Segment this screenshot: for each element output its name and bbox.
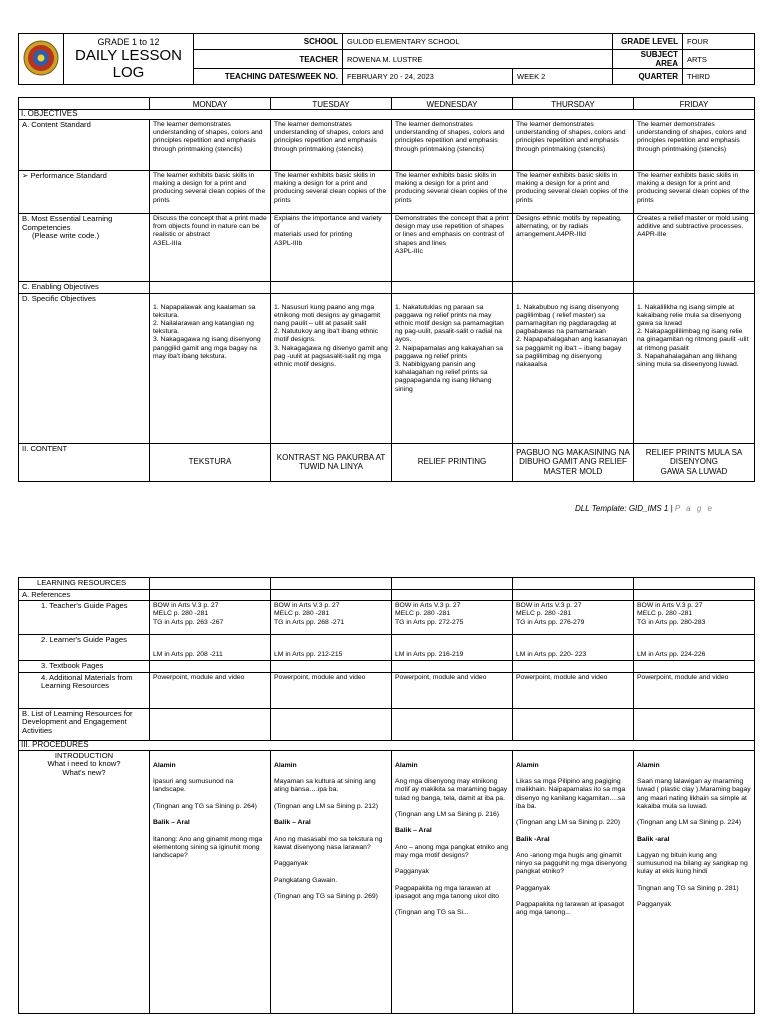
objectives-heading: I. OBJECTIVES <box>19 110 755 120</box>
school-label: SCHOOL <box>194 34 343 50</box>
intro-text: Ano – anong mga pangkat etniko ang may mga motif designs? Pagganyak Pagpapakita ng mga larawan at ipasagot ang mga tanong ukol dito (Tingnan ang TG sa Si... <box>395 843 508 917</box>
lg-cell: LM in Arts pp. 212-215 <box>271 635 392 661</box>
page-footer <box>575 504 714 513</box>
intro-text: Itanong: Ano ang ginamit mong mga elementong sining sa iginuhit mong landscape? <box>153 835 263 860</box>
dates-value: FEBRUARY 20 - 24, 2023 <box>343 69 513 85</box>
specific-cell: 1. Nakalilikha ng isang simple at kakaibang relie mula sa disenyong gawa sa luwad 2. Nakapagpililimbag ng isang relie na ginagamitan ng ritmong paulit -ulit at ritmong pasalit 3. Napahahalagahan ang likhang sining mula sa diseenyong luwad. <box>634 293 755 443</box>
intro-text: Ano ng masasabi mo sa tekstura ng kawat disenyong nasa larawan? Pagganyak Pangkatang Gawain. (Tingnan ang TG sa Sining p. 269) <box>274 835 383 901</box>
procedures-heading: III. PROCEDURES <box>19 740 755 750</box>
day-header: FRIDAY <box>634 98 755 110</box>
tg-cell: BOW in Arts V.3 p. 27 MELC p. 280 -281 TG in Arts pp. 263 -267 <box>150 601 271 635</box>
specific-cell: 1. Nasusuri kung paano ang mga etnikong moti designs ay ginagamit nang paulit – ulit at pasalit salit 2. Natutukoy ang iba't ibang ethnic motif designs. 3. Nakagagawa ng disenyo gamit ang pag -uulit at pagsasalit-salit ng mga ethnic motif designs. <box>271 293 392 443</box>
lg-cell: LM in Arts pp. 220- 223 <box>513 635 634 661</box>
lg-cell: LM in Arts pp. 208 -211 <box>150 635 271 661</box>
melc-label: B. Most Essential Learning Competencies <box>22 214 113 232</box>
day-header: WEDNESDAY <box>392 98 513 110</box>
objectives-table <box>18 97 755 482</box>
intro-text: Mayaman sa kultura at sining ang ating bansa….ipa ba. (Tingnan ang LM sa Sining p. 212) <box>274 778 379 810</box>
enabling-label: C. Enabling Objectives <box>19 282 150 294</box>
lg-cell: LM in Arts pp. 224-226 <box>634 635 755 661</box>
logo-cell <box>19 34 64 85</box>
day-header: TUESDAY <box>271 98 392 110</box>
day-header: THURSDAY <box>513 98 634 110</box>
day-header: MONDAY <box>150 98 271 110</box>
melc-cell: Discuss the concept that a print made from objects found in nature can be realistic or abstract A3EL-IIIa <box>150 214 271 282</box>
week-value: WEEK 2 <box>513 69 613 85</box>
subject-label: SUBJECT AREA <box>613 50 683 69</box>
tg-label: 1. Teacher's Guide Pages <box>19 601 150 635</box>
performance-standard-cell: The learner exhibits basic skills in making a design for a print and producing several clean copies of the prints <box>150 171 271 214</box>
specific-cell: 1. Nakabubuo ng isang disenyong paglilimbag ( relief master) sa pamamagitan ng pagdaragdag at pagbabawas na pamamaraan 2. Napapahalagahan ang kasanayan sa paggamit ng iba't – ibang bagay sa paglilimbag ng disenyong nakaaalsa <box>513 293 634 443</box>
melc-cell: Creates a relief master or mold using additive and subtractive processes. A4PR-IIIe <box>634 214 755 282</box>
specific-cell: 1. Nakatutuklas ng paraan sa paggawa ng relief prints na may ethnic motif design sa pamamagitan ng pag-uulit, pasalit-salit o radial na ayos. 2. Naipapamalas ang kakayahan sa paggawa ng relief prints 3. Nabibigyang pansin ang kahalagahan ng relief prints sa pagpapaganda ng isang likhang sining <box>392 293 513 443</box>
melc-cell: Demonstrates the concept that a print design may use repetition of shapes or lines and emphasis on contrast of shapes and lines A3PL-IIIc <box>392 214 513 282</box>
intro-text: Saan mang lalawigan ay maraming luwad ( plastic clay ).Maraming bagay ang maari nating likhain sa simple at kakaiba mula sa luwad. (Tingnan ang LM sa Sining p. 224) <box>637 778 751 827</box>
grade-level-label: GRADE LEVEL <box>613 34 683 50</box>
melc-cell: Designs ethnic motifs by repeating, alternating, or by radials arrangement.A4PR-IIId <box>513 214 634 282</box>
additional-cell: Powerpoint, module and video <box>634 672 755 708</box>
quarter-value: THIRD <box>683 69 755 85</box>
specific-cell: 1. Napapalawak ang kaalaman sa tekstura. 2. Nailalarawan ang katangian ng tekstura. 3. Nakagagawa ng isang disenyong panggilid gamit ang mga bagay na may iba't ibang tekstura. <box>150 293 271 443</box>
resources-label: LEARNING RESOURCES <box>19 578 150 590</box>
quarter-label: QUARTER <box>613 69 683 85</box>
content-title: TEKSTURA <box>150 443 271 481</box>
title-line2: LOG <box>112 64 145 81</box>
additional-cell: Powerpoint, module and video <box>150 672 271 708</box>
subject-value: ARTS <box>683 50 755 69</box>
content-label: II. CONTENT <box>19 443 150 481</box>
intro-label-cell <box>19 750 150 1013</box>
intro-text: Ang mga disenyong may etnikong motif ay makikita sa maraming bagay tulad ng banga, tela, damit at iba pa. (Tingnan ang LM sa Sining p. 216) <box>395 778 508 818</box>
intro-text: Likas sa mga Pilipino ang pagiging malikhain. Naipapamalas ito sa mga disenyo ng kanilang kagamitan….sa iba ba. (Tingnan ang LM sa Sining p. 220) <box>516 778 626 827</box>
intro-heading: Alamin <box>153 761 176 769</box>
content-standard-label: A. Content Standard <box>19 120 150 171</box>
intro-heading: Balik -Aral <box>516 835 550 843</box>
intro-heading: Alamin <box>274 761 297 769</box>
teacher-value: ROWENA M. LUSTRE <box>343 50 613 69</box>
title-line1: DAILY LESSON <box>75 47 182 64</box>
intro-cell <box>271 750 392 1013</box>
content-standard-cell: The learner demonstrates understanding of shapes, colors and principles repetition and emphasis through printmaking (stencils) <box>513 120 634 171</box>
performance-standard-cell: The learner exhibits basic skills in making a design for a print and producing several clean copies of the prints <box>634 171 755 214</box>
intro-text: Lagyan ng bituin kung ang sumusunod na bilang ay sangkap ng kulay at ekis kung hindi Tingnan ang TG sa Sining p. 281) Pagganyak <box>637 852 748 909</box>
specific-label: D. Specific Objectives <box>19 293 150 443</box>
intro-heading: Alamin <box>516 761 539 769</box>
intro-text: Ano -anong mga hugis ang ginamit ninyo sa pagguhit ng mga disenyong pangkat etniko? Pagganyak Pagpapakita ng larawan at ipasagot ang mga tanong... <box>516 852 627 917</box>
additional-cell: Powerpoint, module and video <box>392 672 513 708</box>
content-standard-cell: The learner demonstrates understanding of shapes, colors and principles repetition and emphasis through printmaking (stencils) <box>150 120 271 171</box>
additional-cell: Powerpoint, module and video <box>271 672 392 708</box>
intro-heading: Alamin <box>637 761 660 769</box>
title-block <box>64 34 194 85</box>
intro-sub: What i need to know? What's new? <box>47 759 121 777</box>
grade-level-value: FOUR <box>683 34 755 50</box>
intro-cell <box>634 750 755 1013</box>
footer-text: DLL Template: GID_IMS 1 | <box>575 504 673 513</box>
footer-page: P a g e <box>674 504 714 513</box>
content-standard-cell: The learner demonstrates understanding of shapes, colors and principles repetition and emphasis through printmaking (stencils) <box>392 120 513 171</box>
deped-seal-icon <box>22 39 60 77</box>
content-standard-cell: The learner demonstrates understanding of shapes, colors and principles repetition and emphasis through printmaking (stencils) <box>634 120 755 171</box>
content-title: PAGBUO NG MAKASINING NA DIBUHO GAMIT ANG RELIEF MASTER MOLD <box>513 443 634 481</box>
melc-note: (Please write code.) <box>32 231 100 241</box>
performance-standard-cell: The learner exhibits basic skills in making a design for a print and producing several clean copies of the prints <box>271 171 392 214</box>
intro-cell <box>150 750 271 1013</box>
intro-cell <box>513 750 634 1013</box>
additional-label: 4. Additional Materials from Learning Resources <box>19 672 150 708</box>
content-title: RELIEF PRINTS MULA SA DISENYONG GAWA SA LUWAD <box>634 443 755 481</box>
intro-text: Ipasuri ang sumusunod na landscape. (Tingnan ang TG sa Sining p. 264) <box>153 778 257 810</box>
list-resources-label: B. List of Learning Resources for Development and Engagement Activities <box>19 708 150 740</box>
intro-heading: Balik – Aral <box>395 827 432 835</box>
content-title: KONTRAST NG PAKURBA AT TUWID NA LINYA <box>271 443 392 481</box>
intro-cell <box>392 750 513 1013</box>
corner-cell <box>19 98 150 110</box>
tg-cell: BOW in Arts V.3 p. 27 MELC p. 280 -281 TG in Arts pp. 276-279 <box>513 601 634 635</box>
header-table <box>18 33 755 85</box>
performance-standard-cell: The learner exhibits basic skills in making a design for a print and producing several clean copies of the prints <box>513 171 634 214</box>
textbook-label: 3. Textbook Pages <box>19 661 150 673</box>
melc-label-cell <box>19 214 150 282</box>
dates-label: TEACHING DATES/WEEK NO. <box>194 69 343 85</box>
lg-label: 2. Learner's Guide Pages <box>19 635 150 661</box>
intro-heading: Balik – Aral <box>274 819 311 827</box>
performance-standard-cell: The learner exhibits basic skills in making a design for a print and producing several clean copies of the prints <box>392 171 513 214</box>
tg-cell: BOW in Arts V.3 p. 27 MELC p. 280 -281 TG in Arts pp. 268 -271 <box>271 601 392 635</box>
content-standard-cell: The learner demonstrates understanding of shapes, colors and principles repetition and emphasis through printmaking (stencils) <box>271 120 392 171</box>
intro-label: INTRODUCTION <box>54 750 114 760</box>
content-title: RELIEF PRINTING <box>392 443 513 481</box>
tg-cell: BOW in Arts V.3 p. 27 MELC p. 280 -281 TG in Arts pp. 280-283 <box>634 601 755 635</box>
melc-cell: Explains the importance and variety of materials used for printing A3PL-IIIb <box>271 214 392 282</box>
tg-cell: BOW in Arts V.3 p. 27 MELC p. 280 -281 TG in Arts pp. 272-275 <box>392 601 513 635</box>
performance-standard-label: ➢ Performance Standard <box>19 171 150 214</box>
grade-range: GRADE 1 to 12 <box>97 37 160 47</box>
school-value: GULOD ELEMENTARY SCHOOL <box>343 34 613 50</box>
intro-heading: Balik – Aral <box>153 819 190 827</box>
references-label: A. References <box>19 589 150 601</box>
intro-heading: Balik -aral <box>637 835 670 843</box>
resources-procedures-table <box>18 577 755 1014</box>
intro-heading: Alamin <box>395 761 418 769</box>
lg-cell: LM in Arts pp. 216-219 <box>392 635 513 661</box>
additional-cell: Powerpoint, module and video <box>513 672 634 708</box>
teacher-label: TEACHER <box>194 50 343 69</box>
